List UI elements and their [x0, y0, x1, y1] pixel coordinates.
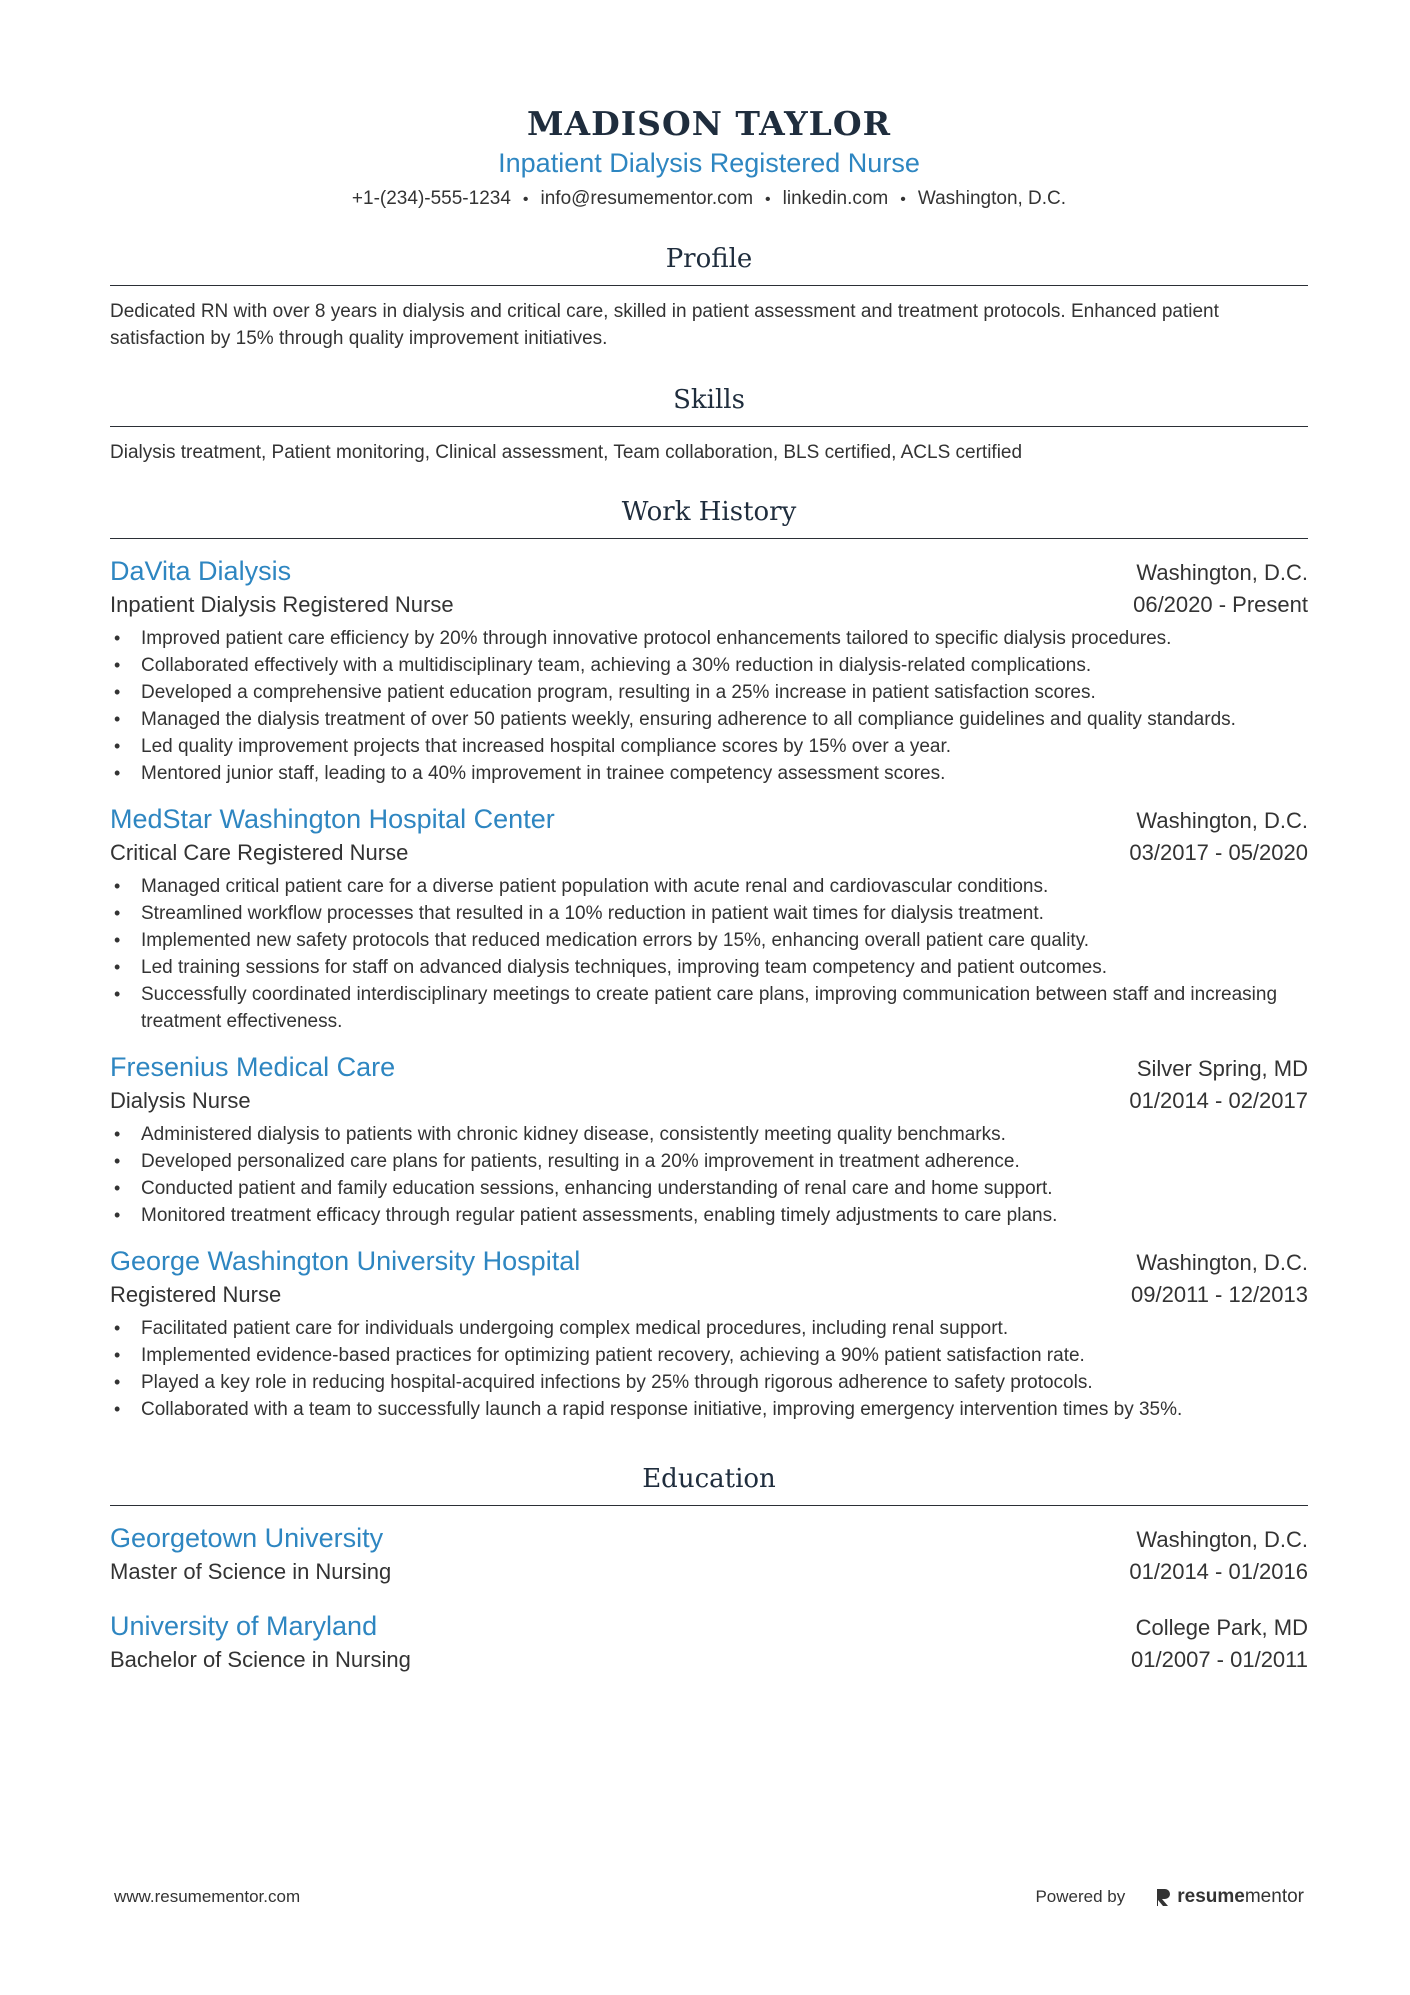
skills-text: Dialysis treatment, Patient monitoring, Clinical assessment, Team collaboration, BLS certified, ACLS certified — [110, 442, 1023, 463]
company-name: George Washington University Hospital — [110, 1246, 581, 1276]
page-footer — [114, 1886, 1304, 1908]
school-location: College Park, MD — [1135, 1615, 1308, 1640]
degree-name: Master of Science in Nursing — [110, 1559, 392, 1584]
footer-website[interactable]: www.resumementor.com — [114, 1887, 301, 1906]
logo-text-bold: resume — [1177, 1886, 1245, 1907]
skills-section — [110, 384, 1308, 466]
bullet-item: • Played a key role in reducing hospital-acquired infections by 25% through rigorous adherence to safety protocols. — [110, 1369, 1308, 1396]
resumementor-logo[interactable] — [1155, 1886, 1304, 1908]
bullet-item: • Streamlined workflow processes that resulted in a 10% reduction in patient wait times for dialysis treatment. — [110, 900, 1308, 927]
job-location: Silver Spring, MD — [1136, 1056, 1308, 1081]
bullet-item: • Managed critical patient care for a diverse patient population with acute renal and cardiovascular conditions. — [110, 873, 1308, 900]
separator-dot: • — [765, 191, 771, 208]
bullet-item: • Mentored junior staff, leading to a 40% improvement in trainee competency assessment scores. — [110, 760, 1308, 787]
candidate-title: Inpatient Dialysis Registered Nurse — [498, 148, 920, 178]
bullet-item: • Collaborated with a team to successfully launch a rapid response initiative, improving emergency intervention times by 35%. — [110, 1396, 1308, 1423]
job-entry — [110, 1243, 1308, 1423]
company-name: MedStar Washington Hospital Center — [110, 804, 555, 834]
skills-heading: Skills — [110, 384, 1308, 427]
powered-by — [1035, 1886, 1304, 1908]
contact-email[interactable]: info@resumementor.com — [540, 188, 754, 209]
work-section — [110, 496, 1308, 1423]
bullet-item: • Managed the dialysis treatment of over 50 patients weekly, ensuring adherence to all compliance guidelines and quality standards. — [110, 706, 1308, 733]
bullet-item: • Improved patient care efficiency by 20% through innovative protocol enhancements tailored to specific dialysis procedures. — [110, 625, 1308, 652]
candidate-name: MADISON TAYLOR — [526, 104, 892, 143]
logo-text-light: mentor — [1244, 1886, 1304, 1907]
degree-name: Bachelor of Science in Nursing — [110, 1647, 411, 1672]
bullet-item: • Implemented evidence-based practices for optimizing patient recovery, achieving a 90% patient satisfaction rate. — [110, 1342, 1308, 1369]
powered-by-label: Powered by — [1035, 1887, 1126, 1906]
school-location: Washington, D.C. — [1136, 1527, 1308, 1552]
job-entry — [110, 553, 1308, 787]
contact-phone: +1-(234)-555-1234 — [351, 188, 511, 209]
job-location: Washington, D.C. — [1136, 1250, 1308, 1275]
job-dates: 09/2011 - 12/2013 — [1131, 1282, 1308, 1307]
job-dates: 03/2017 - 05/2020 — [1129, 840, 1308, 865]
job-role: Registered Nurse — [110, 1282, 282, 1307]
school-name: University of Maryland — [110, 1611, 378, 1641]
bullet-item: • Facilitated patient care for individuals undergoing complex medical procedures, including renal support. — [110, 1315, 1308, 1342]
education-entry — [110, 1520, 1308, 1588]
job-dates: 06/2020 - Present — [1133, 592, 1308, 617]
job-role: Critical Care Registered Nurse — [110, 840, 409, 865]
profile-heading: Profile — [110, 243, 1308, 286]
job-location: Washington, D.C. — [1136, 808, 1308, 833]
job-role: Inpatient Dialysis Registered Nurse — [110, 592, 454, 617]
bullet-item: • Monitored treatment efficacy through regular patient assessments, enabling timely adjustments to care plans. — [110, 1202, 1308, 1229]
profile-section — [110, 243, 1308, 352]
separator-dot: • — [900, 191, 906, 208]
bullet-item: • Collaborated effectively with a multidisciplinary team, achieving a 30% reduction in dialysis-related complications. — [110, 652, 1308, 679]
contact-location: Washington, D.C. — [917, 188, 1067, 209]
bullet-item: • Conducted patient and family education sessions, enhancing understanding of renal care and home support. — [110, 1175, 1308, 1202]
bullet-item: • Implemented new safety protocols that reduced medication errors by 15%, enhancing overall patient care quality. — [110, 927, 1308, 954]
bullet-item: • Developed personalized care plans for patients, resulting in a 20% improvement in treatment adherence. — [110, 1148, 1308, 1175]
job-bullets — [110, 873, 1308, 1035]
school-name: Georgetown University — [110, 1523, 384, 1553]
resume-page — [110, 0, 1308, 1676]
company-name: DaVita Dialysis — [110, 556, 292, 586]
contact-line — [110, 186, 1308, 213]
bullet-item: • Successfully coordinated interdisciplinary meetings to create patient care plans, improving communication between staff and increasing treatment effectiveness. — [110, 981, 1308, 1035]
job-bullets — [110, 625, 1308, 787]
education-heading: Education — [110, 1463, 1308, 1506]
education-dates: 01/2014 - 01/2016 — [1129, 1559, 1308, 1584]
bullet-item: • Led quality improvement projects that increased hospital compliance scores by 15% over a year. — [110, 733, 1308, 760]
job-entry — [110, 801, 1308, 1035]
job-bullets — [110, 1121, 1308, 1229]
work-heading: Work History — [110, 496, 1308, 539]
job-role: Dialysis Nurse — [110, 1088, 251, 1113]
profile-text: Dedicated RN with over 8 years in dialysis and critical care, skilled in patient assessment and treatment protocols. Enhanced patient satisfaction by 15% through quality improvement initiatives. — [110, 301, 1219, 349]
resume-header — [110, 0, 1308, 213]
job-dates: 01/2014 - 02/2017 — [1129, 1088, 1308, 1113]
separator-dot: • — [522, 191, 529, 208]
bullet-item: • Developed a comprehensive patient education program, resulting in a 25% increase in patient satisfaction scores. — [110, 679, 1308, 706]
bullet-item: • Administered dialysis to patients with chronic kidney disease, consistently meeting quality benchmarks. — [110, 1121, 1308, 1148]
education-section — [110, 1463, 1308, 1676]
resumementor-logo-icon — [1155, 1887, 1171, 1907]
education-entry — [110, 1608, 1308, 1676]
company-name: Fresenius Medical Care — [110, 1052, 396, 1082]
bullet-item: • Led training sessions for staff on advanced dialysis techniques, improving team competency and patient outcomes. — [110, 954, 1308, 981]
education-dates: 01/2007 - 01/2011 — [1131, 1647, 1308, 1672]
job-bullets — [110, 1315, 1308, 1423]
job-entry — [110, 1049, 1308, 1229]
contact-linkedin[interactable]: linkedin.com — [782, 188, 889, 209]
job-location: Washington, D.C. — [1136, 560, 1308, 585]
